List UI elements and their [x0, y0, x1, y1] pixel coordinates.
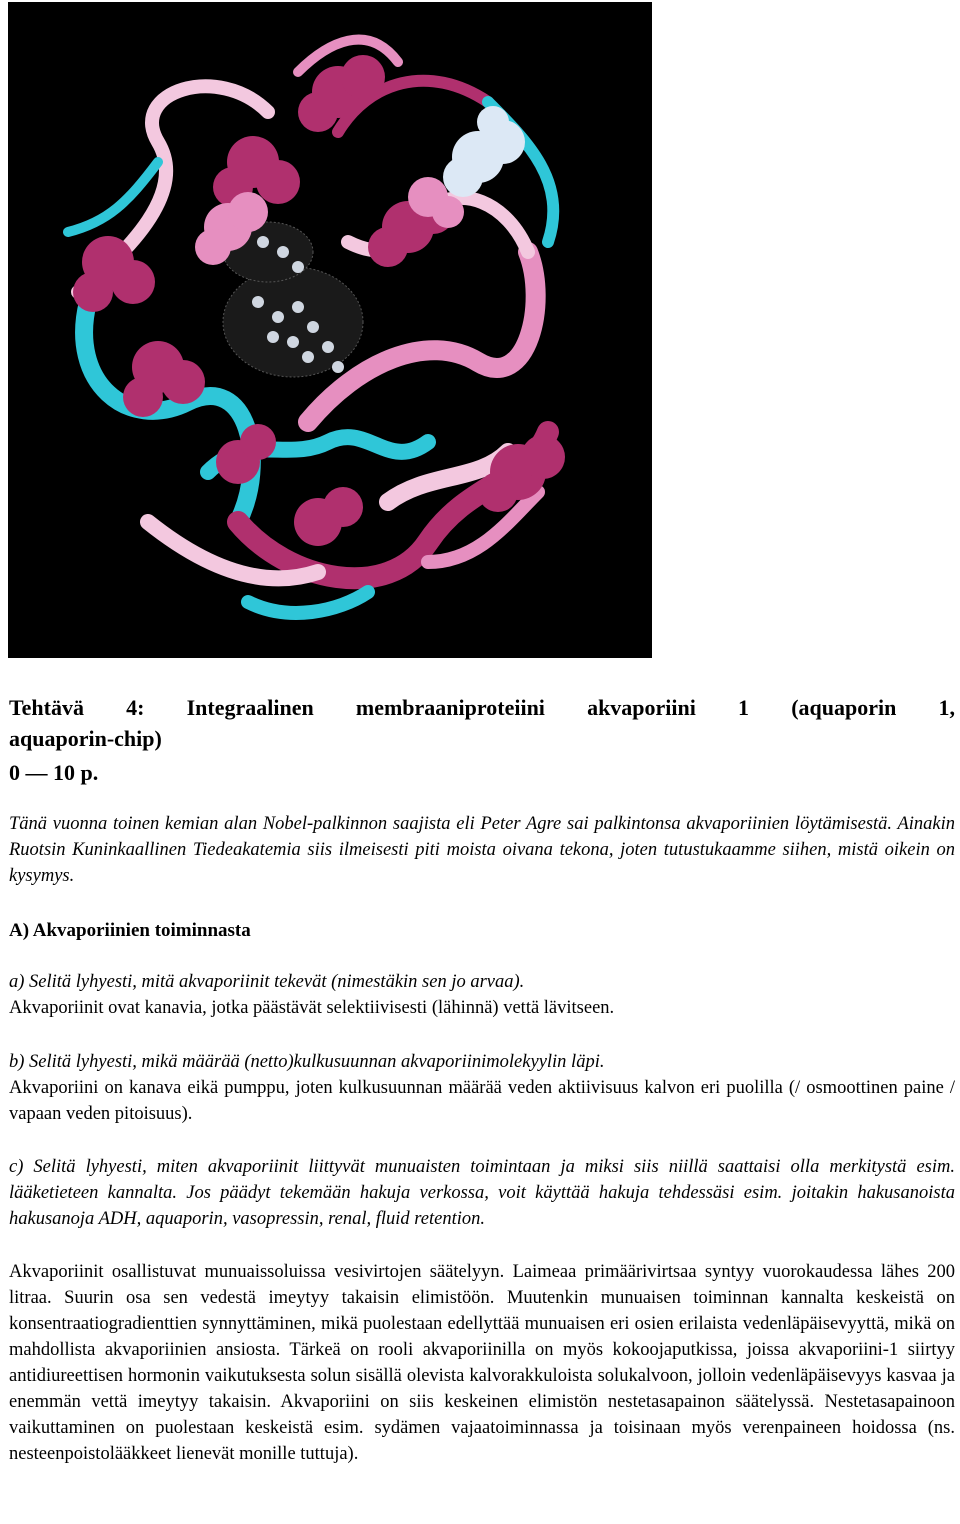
task-title-line2: aquaporin-chip) [9, 726, 162, 751]
protein-ribbon-structure-icon [8, 2, 652, 658]
question-b: b) Selitä lyhyesti, mikä määrää (netto)kulkusuunnan akvaporiinimolekyylin läpi. [9, 1052, 605, 1072]
answer-a: Akvaporiinit ovat kanavia, jotka päästävät selektiivisesti (lähinnä) vettä lävitseen. [9, 998, 615, 1018]
question-c: c) Selitä lyhyesti, miten akvaporiinit liittyvät munuaisten toimintaan ja miksi siis niillä saattaisi olla merkitystä esim. lääketieteen kannalta. Jos päädyt tekemään hakuja verkossa, voit käyttää hakuja tehdessäsi esim. joitakin hakusanoista hakusanoja ADH, aquaporin, vasopressin, renal, fluid retention. [9, 1157, 955, 1229]
section-a-heading: A) Akvaporiinien toiminnasta [9, 920, 251, 941]
protein-structure-image [8, 2, 652, 658]
task-intro: Tänä vuonna toinen kemian alan Nobel-palkinnon saajista eli Peter Agre sai palkintonsa akvaporiinien löytämisestä. Ainakin Ruotsin Kuninkaallinen Tiedeakatemia siis ilmeisesti piti moista oivana tekona, joten tutustukaamme siihen, mistä oikein on kysymys. [9, 814, 955, 886]
task-title-line1: Tehtävä 4: Integraalinen membraaniproteiini akvaporiini 1 (aquaporin 1, [9, 695, 955, 720]
question-a: a) Selitä lyhyesti, mitä akvaporiinit tekevät (nimestäkin sen jo arvaa). [9, 972, 525, 992]
task-points: 0 — 10 p. [9, 760, 99, 785]
task-title [9, 692, 955, 754]
answer-c: Akvaporiinit osallistuvat munuaissoluissa vesivirtojen säätelyyn. Laimeaa primäärivirtsaa syntyy vuorokaudessa lähes 200 litraa. Suurin osa sen vedestä imeytyy takaisin elimistöön. Muutenkin munuaisen toiminnan kannalta keskeistä on konsentraatiogradienttien synnyttäminen, mikä puolestaan edellyttää munuaisen eri osien erilaista vedenläpäisevyyttä, mikä on mahdollista akvaporiinien ansiosta. Tärkeä on rooli akvaporiinilla on myös kokoojaputkissa, joissa akvaporiini-1 siirtyy antidiureettisen hormonin vaikutuksesta solun sisällä olevista kalvorakkuloista solukalvoon, jolloin vedenläpäisevyys kasvaa ja enemmän vettä imeytyy takaisin. Akvaporiini on siis keskeinen elimistön nestetasapainon säätelyssä. Nestetasapainoon vaikuttaminen on puolestaan keskeistä esim. sydämen vajaatoiminnassa ja toisinaan myös verenpaineen hoidossa (ns. nesteenpoistolääkkeet lienevät monille tuttuja). [9, 1262, 955, 1464]
answer-b: Akvaporiini on kanava eikä pumppu, joten kulkusuunnan määrää veden aktiivisuus kalvon eri puolilla (/ osmoottinen paine / vapaan veden pitoisuus). [9, 1078, 955, 1124]
